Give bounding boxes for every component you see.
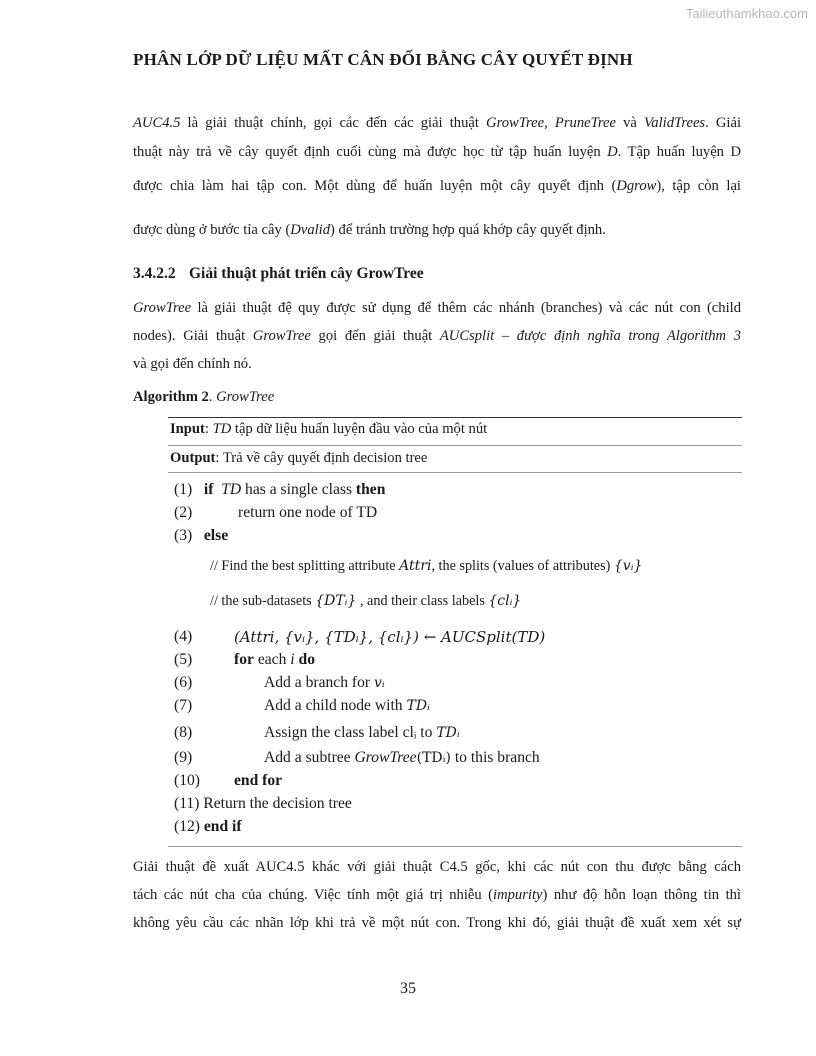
closing-line: không yêu cầu các nhãn lớp khi trả về một nút con. Trong khi đó, giải thuật đề xuất xem xét sự — [133, 915, 741, 931]
section-title: Giải thuật phát triển cây GrowTree — [189, 265, 424, 282]
algorithm-step: (10) — [174, 772, 200, 789]
algorithm-input: Input: TD tập dữ liệu huấn luyện đầu vào của một nút — [170, 421, 488, 437]
intro-line: được chia làm hai tập con. Một dùng để huấn luyện một cây quyết định (Dgrow), tập còn lại — [133, 178, 741, 194]
algorithm-comment: // the sub-datasets {DTᵢ} , and their class labels {clᵢ} — [210, 593, 522, 609]
algorithm-step: (5) — [174, 651, 193, 668]
algorithm-output: Output: Trả về cây quyết định decision tree — [170, 450, 428, 466]
algorithm-comment: // Find the best splitting attribute Attri, the splits (values of attributes) {vᵢ} — [210, 558, 643, 574]
algorithm-step-expr: (Attri, {vᵢ}, {TDᵢ}, {clᵢ}) ← AUCSplit(TD) — [234, 628, 546, 646]
algorithm-step-text: Add a child node with TDᵢ — [264, 697, 430, 714]
growtree-line: nodes). Giải thuật GrowTree gọi đến giải thuật AUCsplit – được định nghĩa trong Algorithm 3 — [133, 328, 741, 344]
algorithm-step: (2) — [174, 504, 193, 521]
closing-line: tách các nút cha của chúng. Việc tính một giá trị nhiễu (impurity) như độ hỗn loạn thông tin thì — [133, 887, 741, 903]
section-number: 3.4.2.2 — [133, 265, 176, 282]
algorithm-step-text: Add a branch for vᵢ — [264, 674, 385, 691]
algorithm-step: (7) — [174, 697, 193, 714]
algorithm-step: (6) — [174, 674, 193, 691]
algorithm-caption: Algorithm 2. GrowTree — [133, 389, 275, 405]
algorithm-step: (11) Return the decision tree — [174, 795, 352, 812]
algorithm-step: (3) else — [174, 527, 229, 544]
growtree-paragraph — [133, 294, 741, 378]
algorithm-step-text: return one node of TD — [238, 504, 378, 521]
algorithm-step-text: Add a subtree GrowTree(TDᵢ) to this branch — [264, 749, 540, 766]
algorithm-header-rule — [168, 472, 742, 473]
algorithm-top-rule — [168, 417, 742, 418]
intro-line: được dùng ở bước tỉa cây (Dvalid) để tránh trường hợp quá khớp cây quyết định. — [133, 222, 606, 238]
algorithm-io-divider — [168, 445, 742, 446]
algorithm-step: (1) if TD has a single class then — [174, 481, 386, 498]
page-number: 35 — [400, 980, 416, 997]
watermark: Tailieuthamkhao.com — [685, 6, 808, 21]
algorithm-step-text: for each i do — [234, 651, 315, 668]
intro-paragraph — [133, 109, 741, 244]
closing-line: Giải thuật đề xuất AUC4.5 khác với giải thuật C4.5 gốc, khi các nút con thu được bằng cách — [133, 859, 741, 875]
growtree-line: GrowTree là giải thuật đệ quy được sử dụng để thêm các nhánh (branches) và các nút con (child — [133, 300, 741, 316]
algorithm-step: (8) — [174, 724, 193, 741]
growtree-line: và gọi đến chính nó. — [133, 356, 252, 372]
algorithm-step: (4) — [174, 628, 193, 645]
algorithm-step-text: Assign the class label clᵢ to TDᵢ — [264, 724, 460, 741]
algorithm-step-text: end for — [234, 772, 283, 789]
intro-line: AUC4.5 là giải thuật chính, gọi các đến các giải thuật GrowTree, PruneTree và ValidTrees. Giải — [133, 115, 741, 131]
section-heading — [133, 265, 424, 283]
intro-line: thuật này trả về cây quyết định cuối cùng mà được học từ tập huấn luyện D. Tập huấn luyện D — [133, 144, 742, 160]
algorithm-step: (12) end if — [174, 818, 242, 835]
closing-paragraph — [133, 853, 741, 937]
page-title: PHÂN LỚP DỮ LIỆU MẤT CÂN ĐỐI BẰNG CÂY QUYẾT ĐỊNH — [133, 50, 633, 69]
algorithm-step: (9) — [174, 749, 193, 766]
algorithm-bottom-rule — [168, 846, 742, 847]
